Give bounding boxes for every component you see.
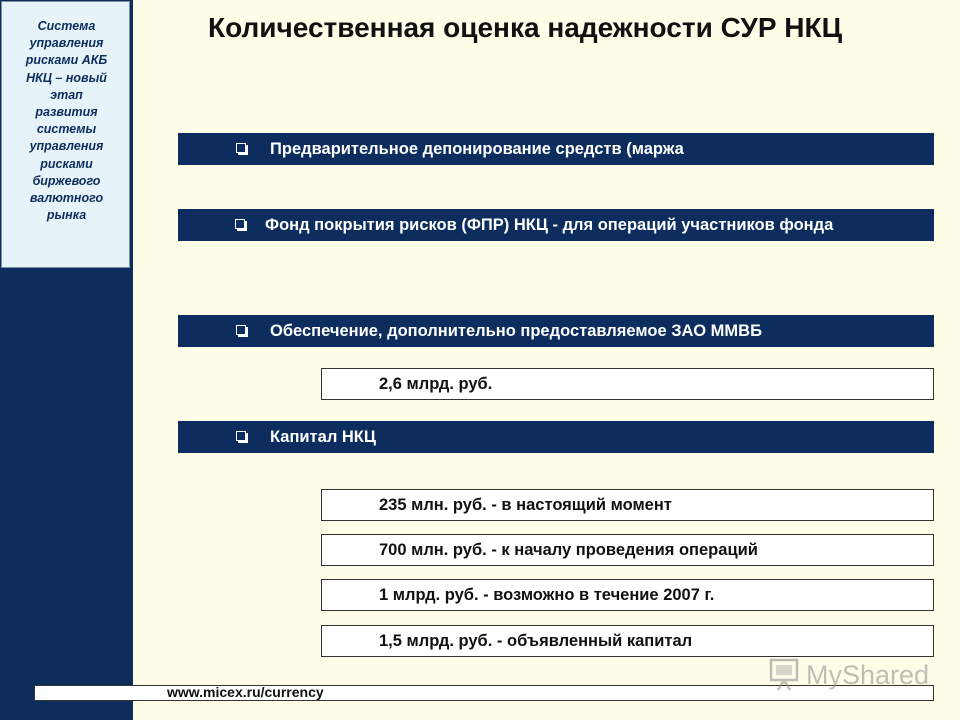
value-box-guarantee xyxy=(321,368,934,400)
watermark xyxy=(768,658,928,692)
value-label: 1,5 млрд. руб. - объявленный капитал xyxy=(379,632,693,650)
section-bar-capital xyxy=(178,421,934,453)
value-box-capital-2007 xyxy=(321,579,934,611)
sidebar-caption-box xyxy=(1,1,130,268)
value-box-capital-declared xyxy=(321,625,934,657)
watermark-text: MyShared xyxy=(806,660,930,690)
section-label: Фонд покрытия рисков (ФПР) НКЦ - для операций участников фонда xyxy=(265,216,834,234)
value-label: 235 млн. руб. - в настоящий момент xyxy=(379,496,672,514)
value-label: 1 млрд. руб. - возможно в течение 2007 г. xyxy=(379,586,715,604)
value-box-capital-start xyxy=(321,534,934,566)
checkbox-bullet-icon xyxy=(235,219,245,229)
page-title: Количественная оценка надежности СУР НКЦ xyxy=(208,12,843,43)
value-label: 700 млн. руб. - к началу проведения операций xyxy=(379,541,758,559)
sidebar xyxy=(0,0,133,720)
value-box-capital-current xyxy=(321,489,934,521)
section-label: Капитал НКЦ xyxy=(270,428,376,446)
presentation-icon xyxy=(768,658,804,692)
section-bar-margin xyxy=(178,133,934,165)
section-bar-risk-fund xyxy=(178,209,934,241)
section-bar-collateral xyxy=(178,315,934,347)
checkbox-bullet-icon xyxy=(236,325,246,335)
value-label: 2,6 млрд. руб. xyxy=(379,375,493,393)
sidebar-caption: Система управления рисками АКБ НКЦ – новый этап развития системы управления рисками биржевого валютного рынка xyxy=(25,19,108,223)
section-label: Предварительное депонирование средств (маржа xyxy=(270,140,684,158)
footer-url-link[interactable]: www.micex.ru/currency xyxy=(167,684,324,700)
checkbox-bullet-icon xyxy=(236,143,246,153)
section-label: Обеспечение, дополнительно предоставляемое ЗАО ММВБ xyxy=(270,322,762,340)
checkbox-bullet-icon xyxy=(236,431,246,441)
